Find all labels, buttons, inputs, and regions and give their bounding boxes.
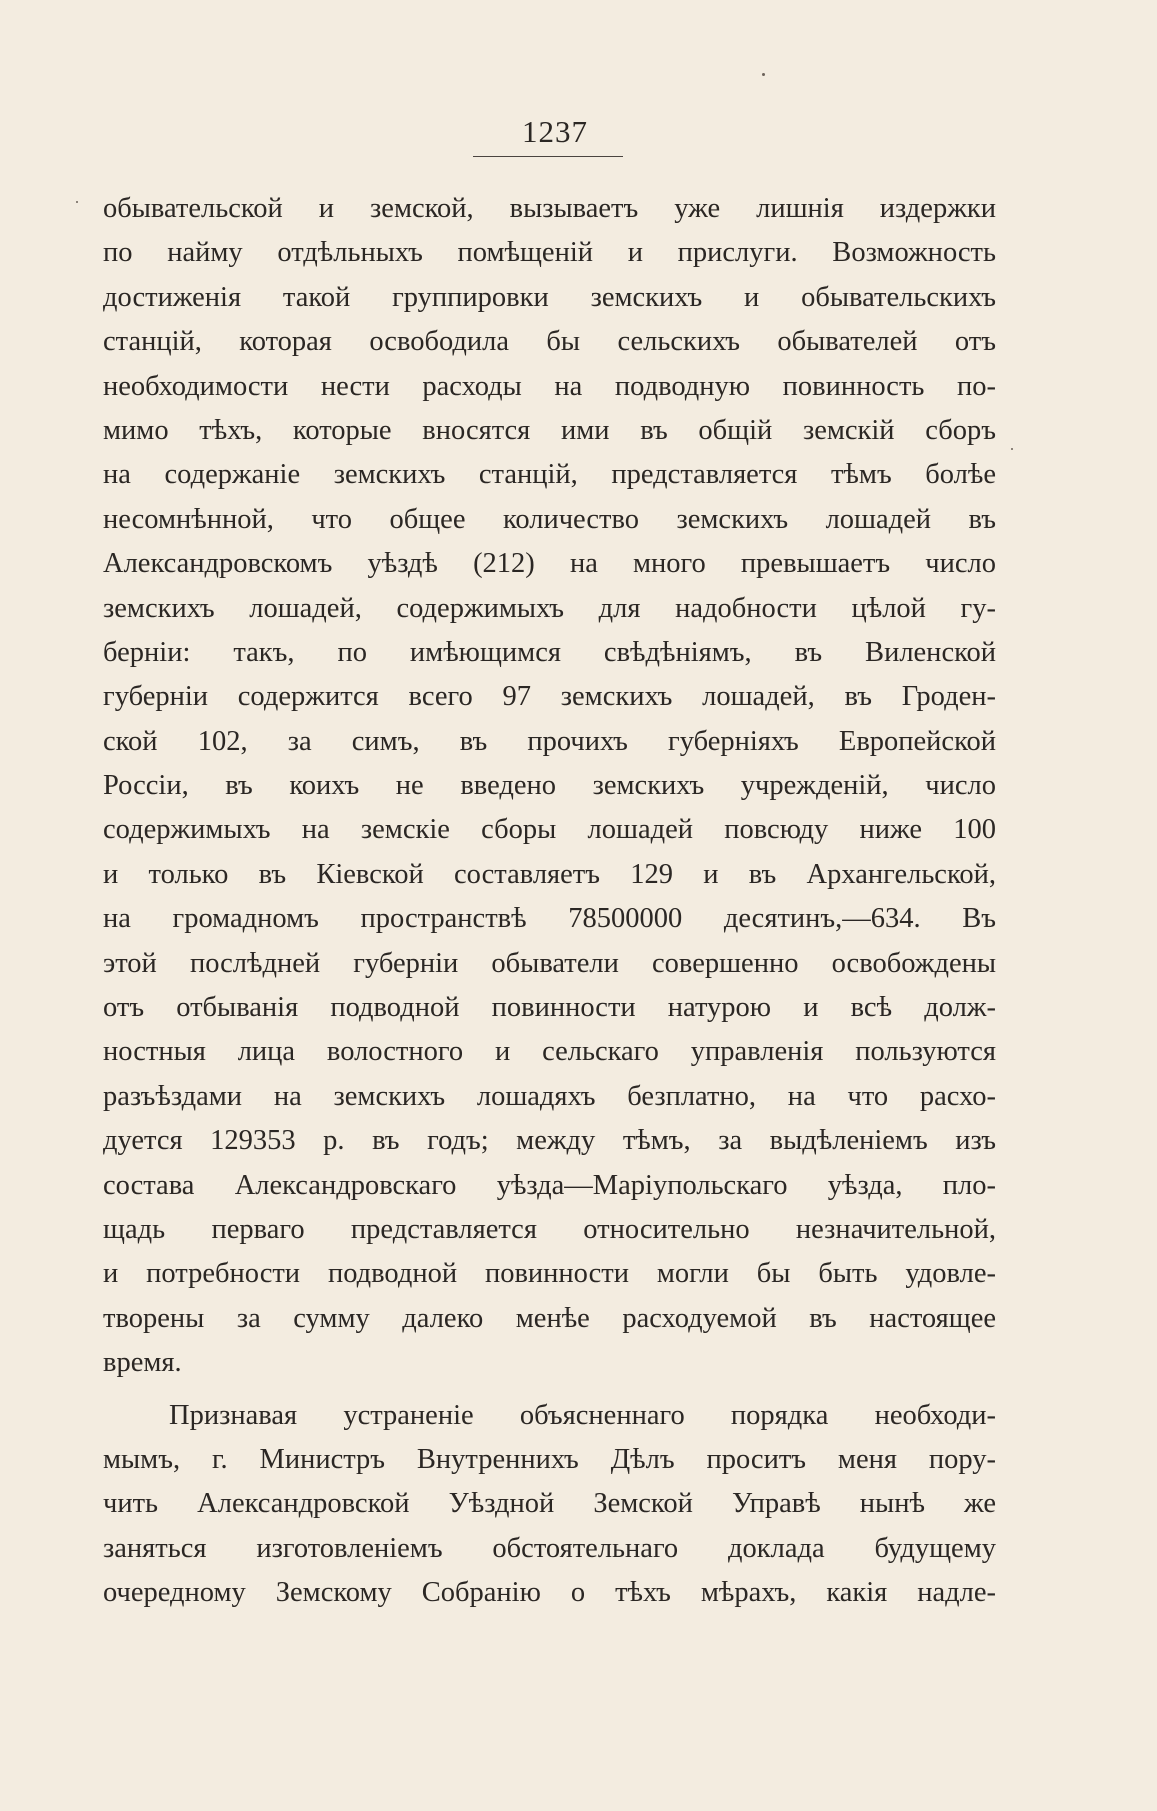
text-line: этой послѣдней губерніи обыватели совершенно освобождены xyxy=(103,947,996,979)
text-line: щадь перваго представляется относительно незначительной, xyxy=(103,1213,996,1245)
text-line: губерніи содержится всего 97 земскихъ лошадей, въ Гроден- xyxy=(103,681,996,713)
paper-speck xyxy=(1011,448,1013,450)
text-line: достиженія такой группировки земскихъ и обывательскихъ xyxy=(103,281,996,313)
text-line: несомнѣнной, что общее количество земскихъ лошадей въ xyxy=(103,503,996,535)
text-line: берніи: такъ, по имѣющимся свѣдѣніямъ, въ Виленской xyxy=(103,636,996,668)
text-line: Россіи, въ коихъ не введено земскихъ учрежденій, число xyxy=(103,770,996,802)
text-line: отъ отбыванія подводной повинности натурою и всѣ долж- xyxy=(103,992,996,1024)
text-line: разъѣздами на земскихъ лошадяхъ безплатно, на что расхо- xyxy=(103,1080,996,1112)
text-line: и только въ Кіевской составляетъ 129 и въ Архангельской, xyxy=(103,858,996,890)
text-line: мимо тѣхъ, которые вносятся ими въ общій земскій сборъ xyxy=(103,414,996,446)
text-line: Александровскомъ уѣздѣ (212) на много превышаетъ число xyxy=(103,548,996,580)
paragraph xyxy=(103,1394,996,1616)
text-line: земскихъ лошадей, содержимыхъ для надобности цѣлой гу- xyxy=(103,592,996,624)
paragraph xyxy=(103,187,996,1386)
text-line: состава Александровскаго уѣзда—Маріупольскаго уѣзда, пло- xyxy=(103,1169,996,1201)
text-line: обывательской и земской, вызываетъ уже лишнія издержки xyxy=(103,193,996,224)
text-line: Признавая устраненіе объясненнаго порядка необходи- xyxy=(169,1399,996,1431)
text-line: ской 102, за симъ, въ прочихъ губерніяхъ Европейской xyxy=(103,725,996,757)
text-line: и потребности подводной повинности могли бы быть удовле- xyxy=(103,1258,996,1290)
text-line: заняться изготовленіемъ обстоятельнаго доклада будущему xyxy=(103,1532,996,1564)
text-line: ностныя лица волостного и сельскаго управленія пользуются xyxy=(103,1036,996,1068)
paragraph-gap xyxy=(103,1386,996,1394)
text-line: дуется 129353 р. въ годъ; между тѣмъ, за выдѣленіемъ изъ xyxy=(103,1125,996,1157)
text-line: по найму отдѣльныхъ помѣщеній и прислуги. Возможность xyxy=(103,237,996,269)
document-body xyxy=(103,187,996,1616)
page-number-rule xyxy=(473,156,623,157)
text-line: мымъ, г. Министръ Внутреннихъ Дѣлъ проситъ меня пору- xyxy=(103,1443,996,1475)
text-line: станцій, которая освободила бы сельскихъ обывателей отъ xyxy=(103,326,996,358)
page-number: 1237 xyxy=(522,114,588,149)
text-line: очередному Земскому Собранію о тѣхъ мѣрахъ, какія надле- xyxy=(103,1577,996,1609)
text-line: чить Александровской Уѣздной Земской Управѣ нынѣ же xyxy=(103,1488,996,1520)
text-line: на громадномъ пространствѣ 78500000 десятинъ,—634. Въ xyxy=(103,903,996,935)
paper-speck xyxy=(762,73,765,76)
text-line: содержимыхъ на земскіе сборы лошадей повсюду ниже 100 xyxy=(103,814,996,846)
text-line: время. xyxy=(103,1347,182,1379)
text-line: творены за сумму далеко менѣе расходуемой въ настоящее xyxy=(103,1302,996,1334)
paper-speck xyxy=(76,201,78,203)
text-line: необходимости нести расходы на подводную повинность по- xyxy=(103,370,996,402)
text-line: на содержаніе земскихъ станцій, представляется тѣмъ болѣе xyxy=(103,459,996,491)
